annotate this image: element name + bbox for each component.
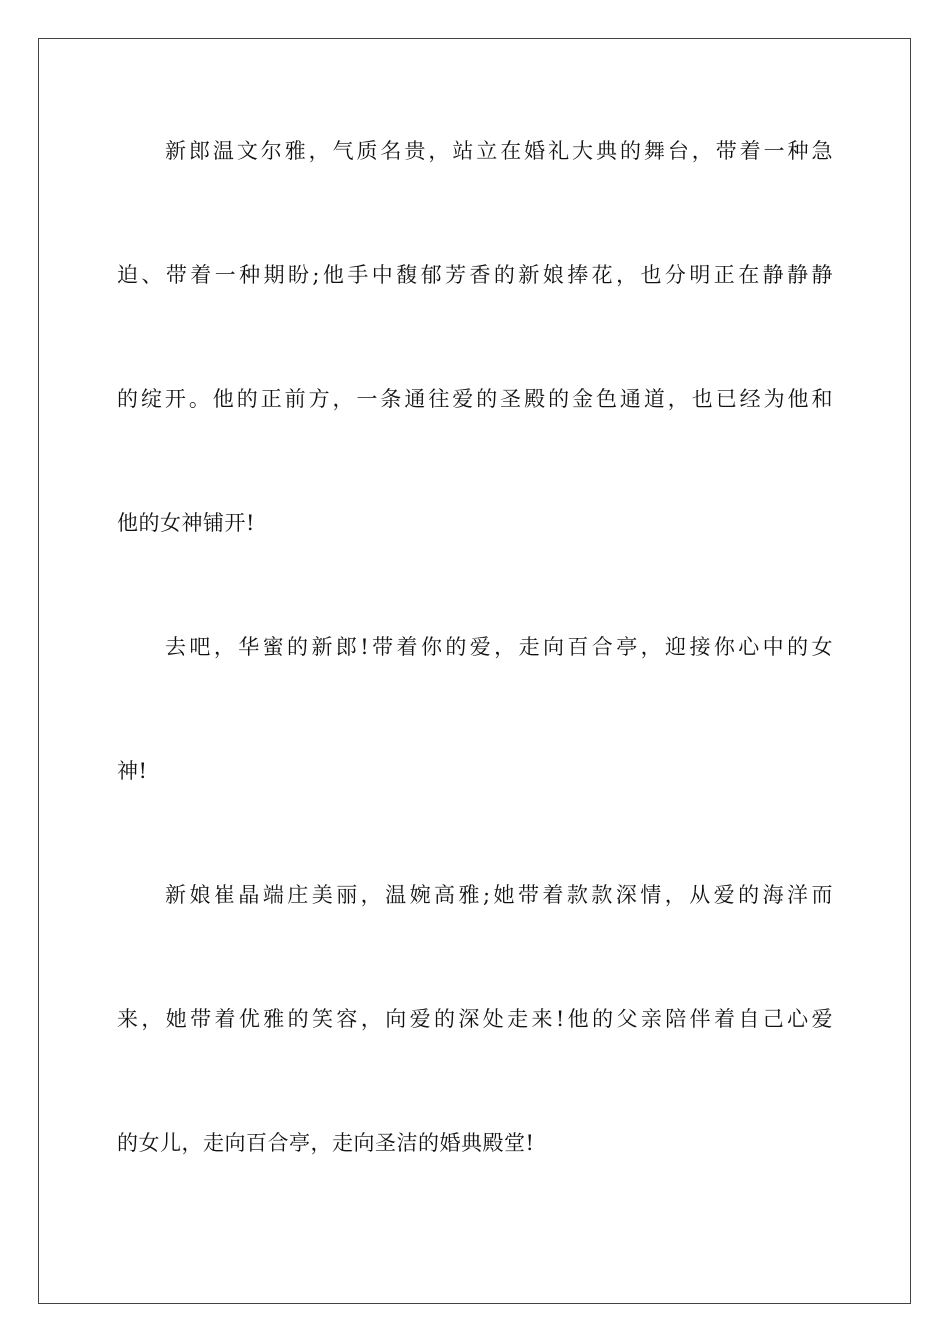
paragraph-2-line-2: 神!: [117, 759, 148, 783]
paragraph-3-line-1: 新娘崔晶端庄美丽，温婉高雅;她带着款款深情，从爱的海洋而: [165, 883, 833, 907]
page-border: [38, 38, 911, 1304]
paragraph-1-line-3: 的绽开。他的正前方，一条通往爱的圣殿的金色通道，也已经为他和: [117, 387, 833, 411]
paragraph-3-line-2: 来，她带着优雅的笑容，向爱的深处走来!他的父亲陪伴着自己心爱: [117, 1007, 833, 1031]
paragraph-2-line-1: 去吧，华蜜的新郎!带着你的爱，走向百合亭，迎接你心中的女: [165, 635, 833, 659]
paragraph-3-line-3: 的女儿，走向百合亭，走向圣洁的婚典殿堂!: [117, 1131, 535, 1155]
paragraph-1-line-4: 他的女神铺开!: [117, 511, 255, 535]
paragraph-1-line-1: 新郎温文尔雅，气质名贵，站立在婚礼大典的舞台，带着一种急: [165, 139, 833, 163]
paragraph-1-line-2: 迫、带着一种期盼;他手中馥郁芳香的新娘捧花，也分明正在静静静: [117, 263, 833, 287]
